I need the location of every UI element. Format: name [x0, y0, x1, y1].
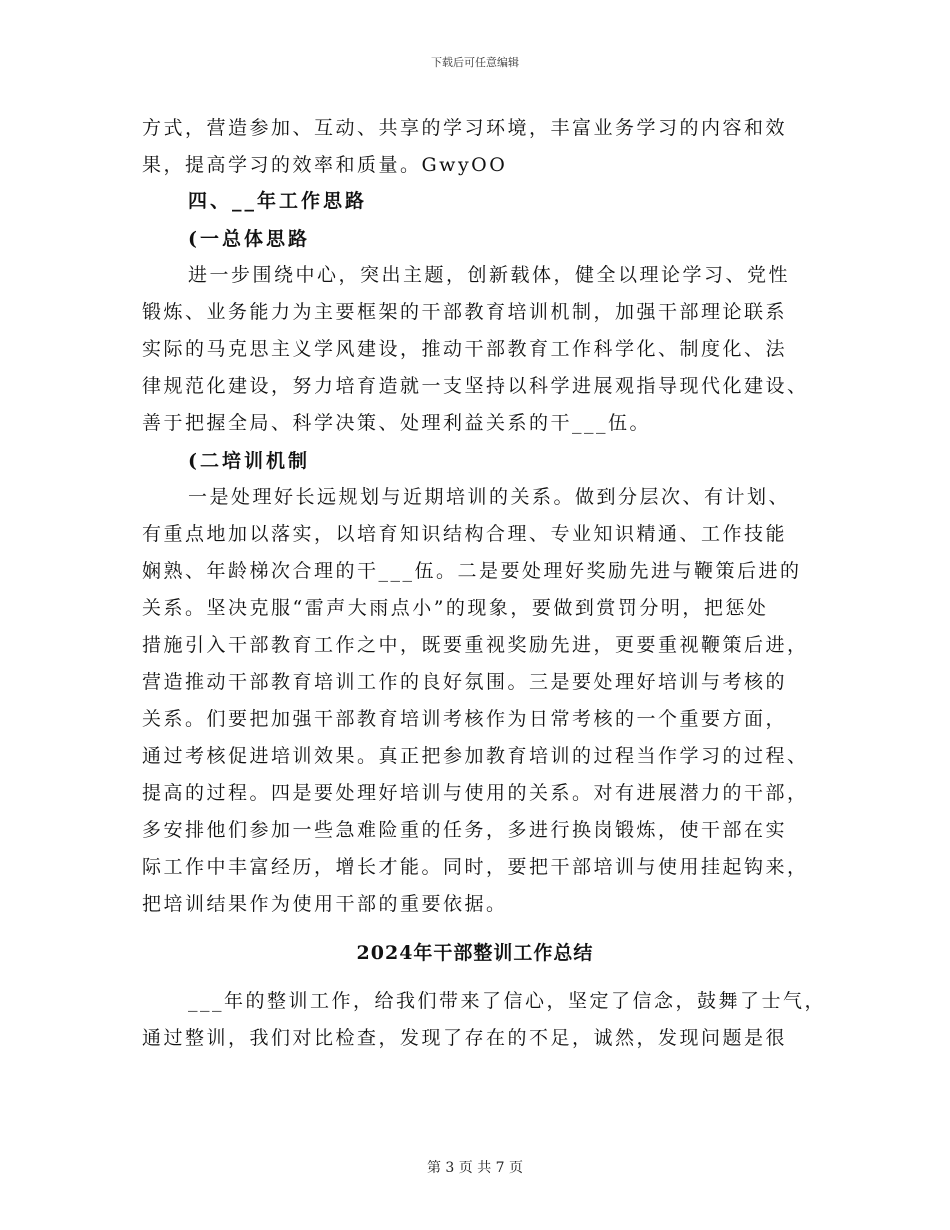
body-line: 果，提高学习的效率和质量。GwyOO	[142, 154, 508, 176]
page-header: 下载后可任意编辑	[431, 56, 519, 69]
body-line: 通过考核促进培训效果。真正把参加教育培训的过程当作学习的过程、	[142, 745, 809, 767]
body-line: 关系。坚决克服“雷声大雨点小”的现象，要做到赏罚分明，把惩处	[142, 597, 769, 619]
subsection-heading: (二培训机制	[188, 450, 310, 472]
section-heading: 四、__年工作思路	[188, 190, 368, 212]
body-line: 方式，营造参加、互动、共享的学习环境，丰富业务学习的内容和效	[142, 117, 788, 139]
body-line: 锻炼、业务能力为主要框架的干部教育培训机制，加强干部理论联系	[142, 301, 788, 323]
body-line: 关系。们要把加强干部教育培训考核作为日常考核的一个重要方面，	[142, 708, 788, 730]
subsection-heading: (一总体思路	[188, 228, 310, 250]
document-title: 2024年干部整训工作总结	[356, 942, 594, 964]
body-line: 提高的过程。四是要处理好培训与使用的关系。对有进展潜力的干部，	[142, 782, 809, 804]
body-line: 通过整训，我们对比检查，发现了存在的不足，诚然，发现问题是很	[142, 1027, 788, 1049]
body-line: 措施引入干部教育工作之中，既要重视奖励先进，更要重视鞭策后进，	[142, 634, 809, 656]
body-line: 实际的马克思主义学风建设，推动干部教育工作科学化、制度化、法	[142, 338, 788, 360]
body-line: 娴熟、年龄梯次合理的干___伍。二是要处理好奖励先进与鞭策后进的	[142, 560, 802, 582]
body-line: ___年的整训工作，给我们带来了信心，坚定了信念，鼓舞了士气，	[188, 990, 827, 1012]
body-line: 营造推动干部教育培训工作的良好氛围。三是要处理好培训与考核的	[142, 671, 788, 693]
body-line: 进一步围绕中心，突出主题，创新载体，健全以理论学习、党性	[188, 264, 791, 286]
body-line: 有重点地加以落实，以培育知识结构合理、专业知识精通、工作技能	[142, 523, 788, 545]
body-line: 律规范化建设，努力培育造就一支坚持以科学进展观指导现代化建设、	[142, 375, 809, 397]
body-line: 把培训结果作为使用干部的重要依据。	[142, 893, 508, 915]
body-line: 一是处理好长远规划与近期培训的关系。做到分层次、有计划、	[188, 486, 791, 508]
body-line: 际工作中丰富经历，增长才能。同时，要把干部培训与使用挂起钩来，	[142, 856, 809, 878]
body-line: 善于把握全局、科学决策、处理利益关系的干___伍。	[142, 412, 652, 434]
body-line: 多安排他们参加一些急难险重的任务，多进行换岗锻炼，使干部在实	[142, 819, 788, 841]
page-footer: 第 3 页 共 7 页	[426, 1160, 524, 1176]
